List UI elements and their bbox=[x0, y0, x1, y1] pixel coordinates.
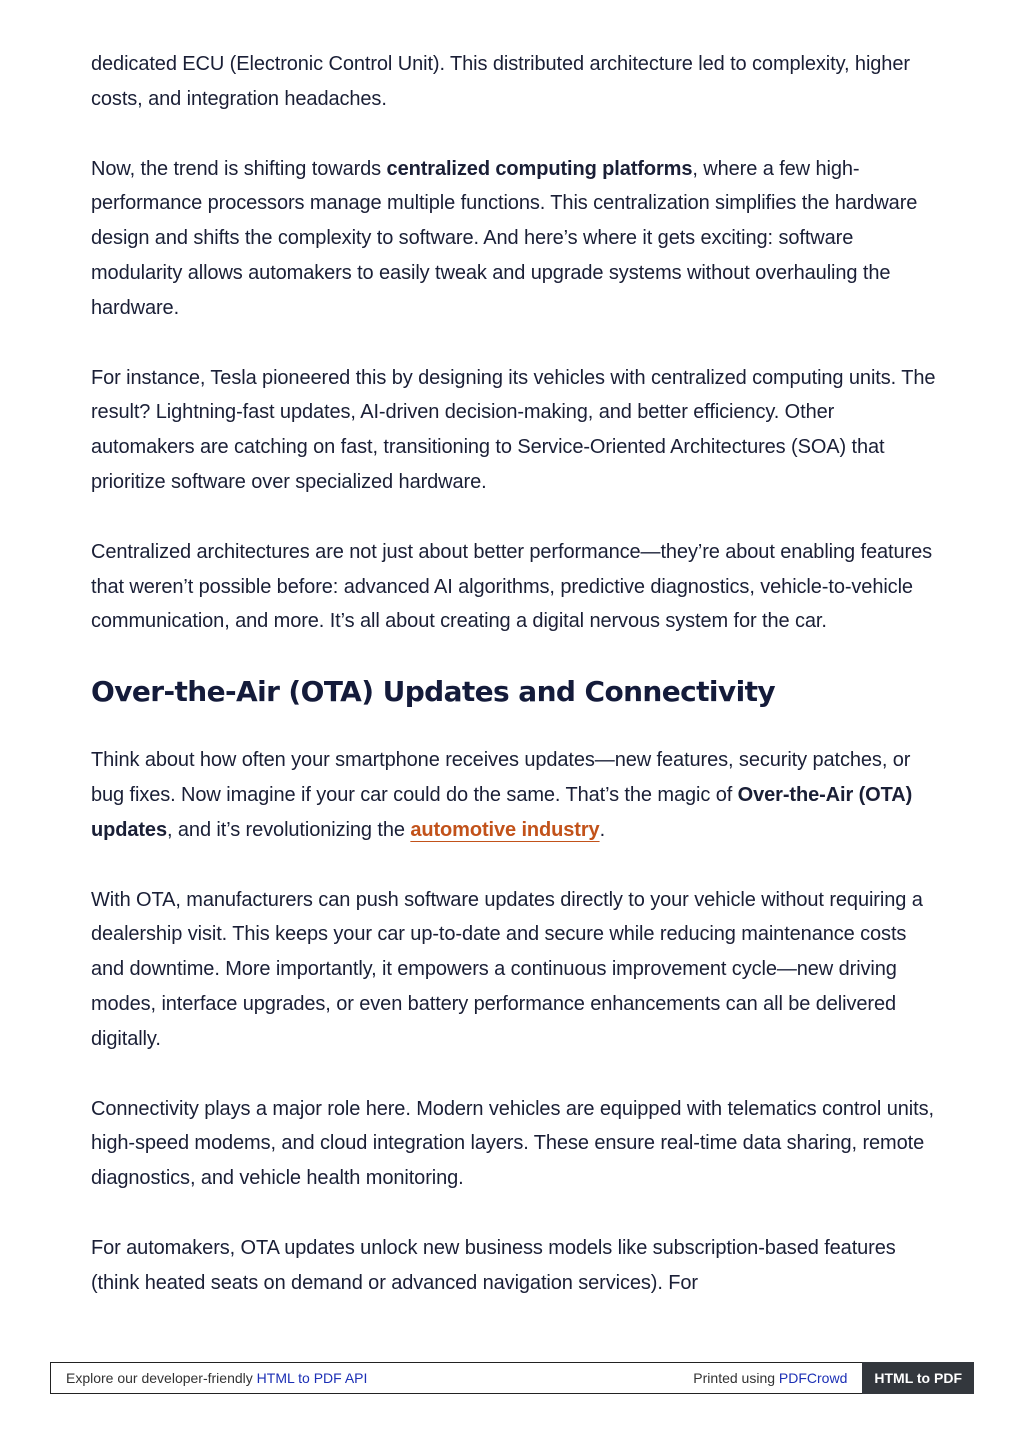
footer-explore-text: Explore our developer-friendly bbox=[66, 1370, 257, 1386]
automotive-industry-link[interactable]: automotive industry bbox=[410, 818, 600, 841]
pdfcrowd-link[interactable]: PDFCrowd bbox=[778, 1370, 848, 1386]
paragraph-smartphone-text-start: Think about how often your smartphone receives updates—new features, security patches, or bug fixes. Now imagine if your car could do the same. That’s the magic of bbox=[91, 749, 911, 806]
footer-printed bbox=[693, 1370, 862, 1386]
footer-explore bbox=[51, 1370, 693, 1386]
footer-printed-text: Printed using bbox=[693, 1370, 779, 1386]
paragraph-centralized-text-start: Now, the trend is shifting towards bbox=[91, 157, 387, 180]
section-heading-ota: Over-the-Air (OTA) Updates and Connectivity bbox=[91, 675, 776, 709]
paragraph-smartphone-text-middle: , and it’s revolutionizing the bbox=[166, 818, 411, 841]
paragraph-architectures: Centralized architectures are not just about better performance—they’re about enabling features that weren’t possible before: advanced AI algorithms, predictive diagnostics, vehicle-to-vehicle communication, and more. It’s all about creating a digital nervous system for the car. bbox=[91, 540, 932, 633]
html-to-pdf-badge[interactable]: HTML to PDF bbox=[862, 1362, 974, 1394]
paragraph-tesla: For instance, Tesla pioneered this by designing its vehicles with centralized computing units. The result? Lightning-fast updates, AI-driven decision-making, and better efficiency. Other automakers are catching on fast, transitioning to Service-Oriented Architectures (SOA) that prioritize software over specialized hardware. bbox=[91, 366, 936, 493]
paragraph-automakers: For automakers, OTA updates unlock new business models like subscription-based features (think heated seats on demand or advanced navigation services). For bbox=[91, 1236, 896, 1294]
paragraph-connectivity: Connectivity plays a major role here. Modern vehicles are equipped with telematics control units, high-speed modems, and cloud integration layers. These ensure real-time data sharing, remote diagnostics, and vehicle health monitoring. bbox=[91, 1097, 934, 1190]
bold-ota-updates: Over-the-Air (OTA) updates bbox=[91, 783, 913, 841]
paragraph-ecu: dedicated ECU (Electronic Control Unit). This distributed architecture led to complexity, higher costs, and integration headaches. bbox=[91, 53, 910, 110]
paragraph-smartphone-text-end: . bbox=[599, 818, 606, 841]
html-to-pdf-api-link[interactable]: HTML to PDF API bbox=[256, 1370, 368, 1386]
paragraph-centralized-text-end: , where a few high-performance processors manage multiple functions. This centralization simplifies the hardware design and shifts the complexity to software. And here’s where it gets exciting: software modularity allows automakers to easily tweak and upgrade systems without overhauling the hardware. bbox=[91, 157, 918, 319]
paragraph-ota-manufacturers: With OTA, manufacturers can push software updates directly to your vehicle without requiring a dealership visit. This keeps your car up-to-date and secure while reducing maintenance costs and downtime. More importantly, it empowers a continuous improvement cycle—new driving modes, interface upgrades, or even battery performance enhancements can all be delivered digitally. bbox=[91, 888, 923, 1050]
pdfcrowd-footer-bar bbox=[50, 1362, 974, 1394]
paragraph-smartphone bbox=[91, 743, 941, 847]
bold-centralized-computing-platforms: centralized computing platforms bbox=[386, 157, 693, 180]
article-body bbox=[91, 47, 941, 1336]
paragraph-centralized bbox=[91, 152, 941, 326]
